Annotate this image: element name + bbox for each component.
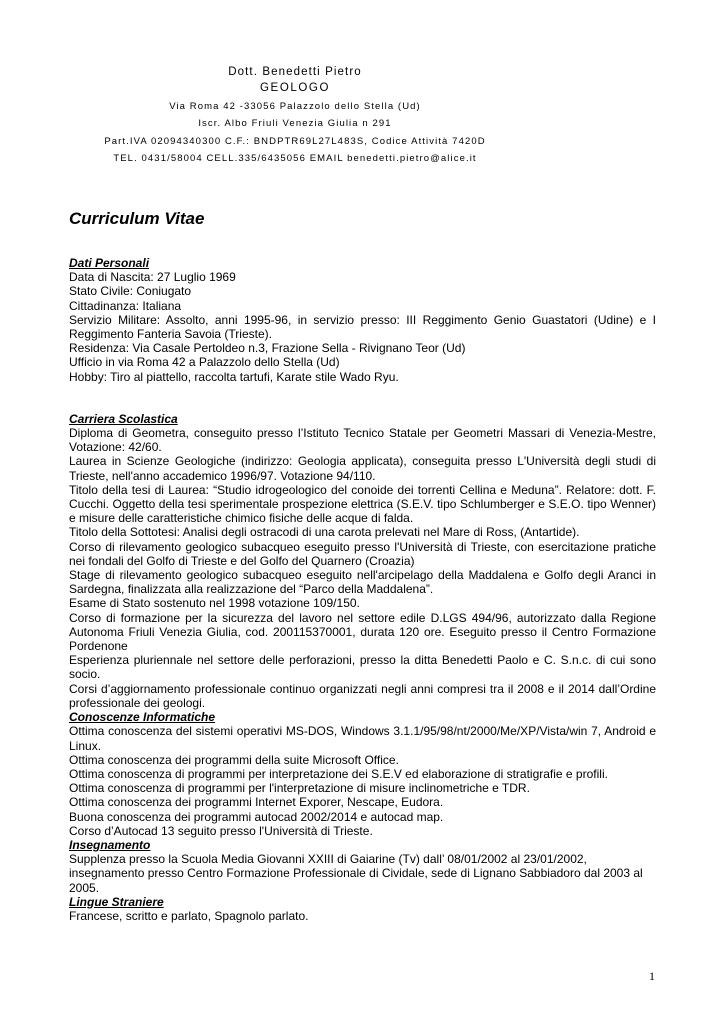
skill-item: Ottima conoscenza dei programmi della suite Microsoft Office. [69, 752, 399, 767]
hobbies: Hobby: Tiro al piattello, raccolta tartufi, Karate stile Wado Ryu. [69, 369, 399, 384]
education-item: Titolo della tesi di Laurea: “Studio idrogeologico del conoide dei torrenti Cellina e Meduna”. Relatore: dott. F. Cucchi. Oggetto della tesi sperimentale prospezione elettrica (S.E.V. tipo Schlumberger e S.E.O. tipo Wenner) e misure delle caratteristiche chimico fisiche delle acque di falda. [69, 482, 656, 526]
section-heading: Lingue Straniere [69, 894, 164, 909]
teaching-item: insegnamento presso Centro Formazione Professionale di Cividale, sede di Lignano Sabbiadoro dal 2003 al [69, 866, 643, 881]
section-conoscenze-informatiche [69, 710, 656, 838]
skill-item: Ottima conoscenza del sistemi operativi MS-DOS, Windows 3.1.1/95/98/nt/2000/Me/XP/Vista/win 7, Android e Linux. [69, 724, 656, 753]
section-heading: Carriera Scolastica [69, 411, 178, 426]
education-item: Esperienza pluriennale nel settore delle perforazioni, presso la ditta Benedetti Paolo e C. S.n.c. di cui sono socio. [69, 653, 656, 682]
residence: Residenza: Via Casale Pertoldeo n.3, Frazione Sella - Rivignano Teor (Ud) [69, 341, 466, 356]
section-carriera-scolastica [69, 412, 656, 710]
education-item: Corso di formazione per la sicurezza del lavoro nel settore edile D.LGS 494/96, autorizzato dalla Regione Autonoma Friuli Venezia Giulia, cod. 200115370001, durata 120 ore. Eseguito presso il Centro Formazione Pordenone [69, 610, 656, 654]
section-heading: Insegnamento [69, 837, 151, 852]
tax-info: Part.IVA 02094340300 C.F.: BNDPTR69L27L483S, Codice Attività 7420D [104, 136, 486, 147]
education-item: Corso di rilevamento geologico subacqueo eseguito presso l'Università di Trieste, con esercitazione pratiche nei fondali del Golfo di Trieste e del Golfo del Quarnero (Croazia) [69, 539, 656, 568]
birth-date: Data di Nascita: 27 Luglio 1969 [69, 270, 236, 285]
education-item: Stage di rilevamento geologico subacqueo eseguito nell'arcipelago della Maddalena e Golfo degli Aranci in Sardegna, finalizzata alla realizzazione del “Parco della Maddalena”. [69, 568, 656, 597]
office: Ufficio in via Roma 42 a Palazzolo dello Stella (Ud) [69, 355, 340, 370]
document-title: Curriculum Vitae [69, 209, 205, 228]
section-heading: Dati Personali [69, 256, 150, 270]
civil-status: Stato Civile: Coniugato [69, 284, 192, 299]
education-item: Laurea in Scienze Geologiche (indirizzo: Geologia applicata), conseguita presso L'Università degli studi di Trieste, nell'anno accademico 1996/97. Votazione 94/110. [69, 454, 656, 483]
section-insegnamento [69, 838, 656, 895]
contact-info: TEL. 0431/58004 CELL.335/6435056 EMAIL benedetti.pietro@alice.it [113, 153, 477, 164]
section-lingue-straniere [69, 895, 656, 923]
skill-item: Ottima conoscenza dei programmi Internet Exporer, Nescape, Eudora. [69, 795, 444, 810]
education-item: Corsi d’aggiornamento professionale continuo organizzati negli anni compresi tra il 2008 e il 2014 dall’Ordine professionale dei geologi. [69, 681, 656, 710]
teaching-item: Supplenza presso la Scuola Media Giovanni XXIII di Gaiarine (Tv) dall’ 08/01/2002 al 23/01/2002, [69, 852, 587, 867]
languages: Francese, scritto e parlato, Spagnolo parlato. [69, 908, 309, 923]
cv-body [69, 256, 656, 923]
section-spacer [69, 384, 656, 412]
author-profession: GEOLOGO [260, 82, 330, 94]
section-dati-personali [69, 256, 656, 384]
skill-item: Ottima conoscenza di programmi per interpretazione dei S.E.V ed elaborazione di stratigrafie e profili. [69, 766, 608, 781]
education-item: Titolo della Sottotesi: Analisi degli ostracodi di una carota prelevati nel Mare di Ross, (Antartide). [69, 525, 580, 540]
section-heading: Conoscenze Informatiche [69, 710, 216, 725]
skill-item: Ottima conoscenza di programmi per l'interpretazione di misure inclinometriche e TDR. [69, 781, 530, 796]
page-number: 1 [649, 969, 655, 983]
teaching-item: 2005. [69, 880, 100, 895]
skill-item: Corso d’Autocad 13 seguito presso l'Università di Trieste. [69, 823, 373, 838]
military-service: Servizio Militare: Assolto, anni 1995-96, in servizio presso: III Reggimento Genio Guastatori (Udine) e I Reggimento Fanteria Savoia (Trieste). [69, 312, 656, 342]
education-item: Esame di Stato sostenuto nel 1998 votazione 109/150. [69, 596, 360, 611]
skill-item: Buona conoscenza dei programmi autocad 2002/2014 e autocad map. [69, 809, 444, 824]
education-item: Diploma di Geometra, conseguito presso l’Istituto Tecnico Statale per Geometri Massari di Venezia-Mestre, Votazione: 42/60. [69, 426, 656, 455]
citizenship: Cittadinanza: Italiana [69, 298, 182, 313]
office-address: Via Roma 42 -33056 Palazzolo dello Stella (Ud) [169, 101, 421, 112]
professional-register: Iscr. Albo Friuli Venezia Giulia n 291 [198, 118, 392, 129]
author-name: Dott. Benedetti Pietro [228, 66, 362, 78]
